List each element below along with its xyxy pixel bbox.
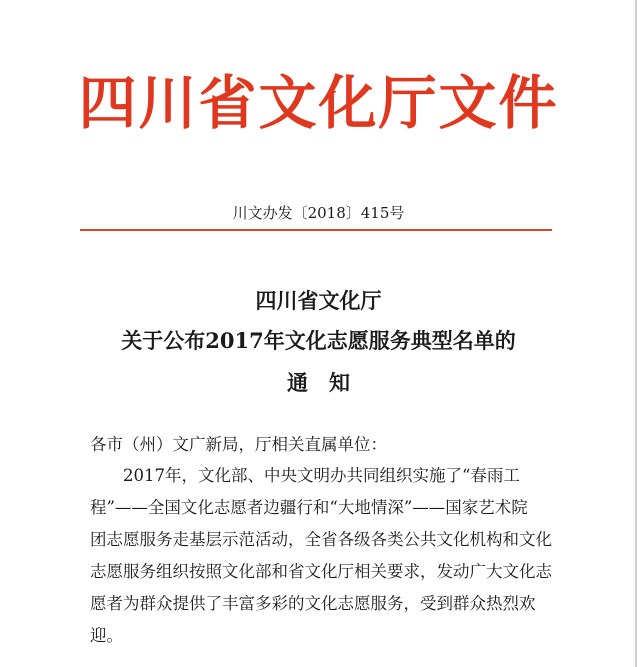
notice-title-line-2: 关于公布2017年文化志愿服务典型名单的 [121, 328, 516, 353]
masthead-title: 四川省文化厅文件 [78, 69, 559, 137]
notice-title-line-3: 通 知 [287, 370, 350, 395]
salutation: 各市（州）文广新局，厅相关直属单位： [90, 435, 387, 454]
notice-title-line-1: 四川省文化厅 [255, 288, 382, 313]
paragraph-line: 程”——全国文化志愿者边疆行和“大地情深”——国家艺术院 [90, 498, 528, 517]
paragraph-line: 团志愿服务走基层示范活动，全省各级各类公共文化机构和文化 [90, 530, 552, 549]
paragraph-line: 2017年，文化部、中央文明办共同组织实施了“春雨工 [90, 466, 520, 485]
paragraph-line: 志愿服务组织按照文化部和省文化厅相关要求，发动广大文化志 [90, 562, 552, 581]
document-number: 川文办发〔2018〕415号 [232, 204, 405, 222]
paragraph-line: 迎。 [90, 626, 123, 645]
red-divider-rule [80, 229, 552, 231]
paragraph-line: 愿者为群众提供了丰富多彩的文化志愿服务，受到群众热烈欢 [90, 594, 536, 613]
